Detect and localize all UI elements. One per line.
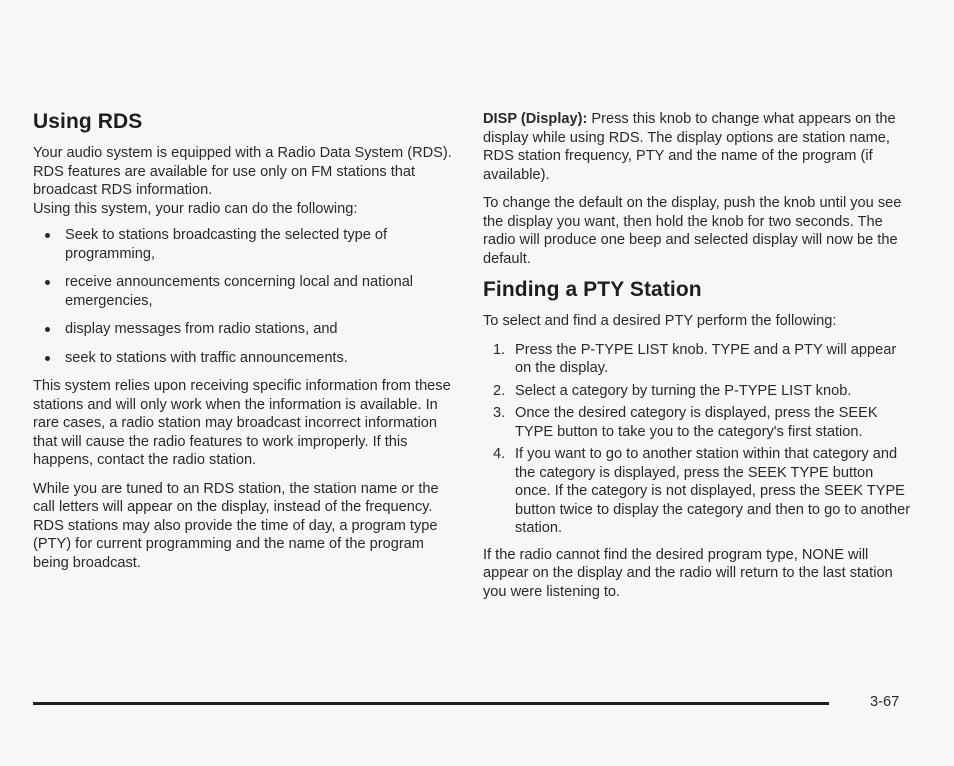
feature-list (33, 226, 453, 367)
section-heading-finding-pty: Finding a PTY Station (483, 278, 702, 301)
step-number: 2. (493, 382, 506, 399)
right-column (483, 110, 911, 611)
step-number: 3. (493, 405, 506, 421)
bullet-icon (45, 327, 50, 332)
list-item: 3. Once the desired category is displayed, press the SEEK TYPE button to take you to the category's first station. (493, 405, 878, 440)
footer-rule (33, 702, 829, 705)
pty-steps-list (483, 341, 911, 538)
intro-paragraph: Your audio system is equipped with a Radio Data System (RDS). RDS features are available for use only on FM stations that broadcast RDS information. (33, 145, 452, 198)
list-item: Seek to stations broadcasting the selected type of programming, (33, 226, 453, 263)
disp-label: DISP (Display): (483, 111, 588, 127)
list-item: receive announcements concerning local and national emergencies, (33, 273, 453, 310)
bullet-icon (45, 280, 50, 285)
bullet-icon (45, 233, 50, 238)
disp-text: Press this knob to change what appears on the display while using RDS. The display options are station name, RDS station frequency, PTY and the name of the program (if available). (483, 111, 896, 183)
closing-paragraph: If the radio cannot find the desired program type, NONE will appear on the display and the radio will return to the last station you were listening to. (483, 546, 893, 600)
lead-paragraph: Using this system, your radio can do the following: (33, 200, 358, 217)
list-item: 2. Select a category by turning the P-TYPE LIST knob. (493, 382, 852, 399)
page-number: 3-67 (870, 694, 900, 710)
pty-lead-paragraph: To select and find a desired PTY perform the following: (483, 313, 837, 329)
reliance-paragraph: This system relies upon receiving specific information from these stations and will only work when the information is available. In rare cases, a radio station may broadcast incorrect information that will cause the radio features to work improperly. If this happens, contact the radio station. (33, 378, 451, 468)
step-number: 4. (493, 446, 506, 462)
step-number: 1. (493, 341, 506, 358)
tuned-paragraph: While you are tuned to an RDS station, the station name or the call letters will appear on the display, instead of the frequency. RDS stations may also provide the time of day, a program type (PTY) for current programming and the name of the program being broadcast. (33, 480, 439, 571)
list-item: 4. If you want to go to another station within that category and the category is displayed, press the SEEK TYPE button once. If the category is not displayed, press the SEEK TYPE button twice to display the category and then to go to another station. (493, 446, 911, 536)
section-heading-using-rds: Using RDS (33, 110, 143, 133)
bullet-icon (45, 356, 50, 361)
list-item: 1. Press the P-TYPE LIST knob. TYPE and a PTY will appear on the display. (493, 341, 897, 376)
default-paragraph: To change the default on the display, push the knob until you see the display you want, then hold the knob for two seconds. The radio will produce one beep and selected display will now be the default. (483, 195, 902, 267)
list-item: display messages from radio stations, and (33, 320, 453, 339)
list-item: seek to stations with traffic announcements. (33, 349, 453, 368)
left-column (33, 110, 453, 582)
disp-paragraph (483, 110, 911, 184)
